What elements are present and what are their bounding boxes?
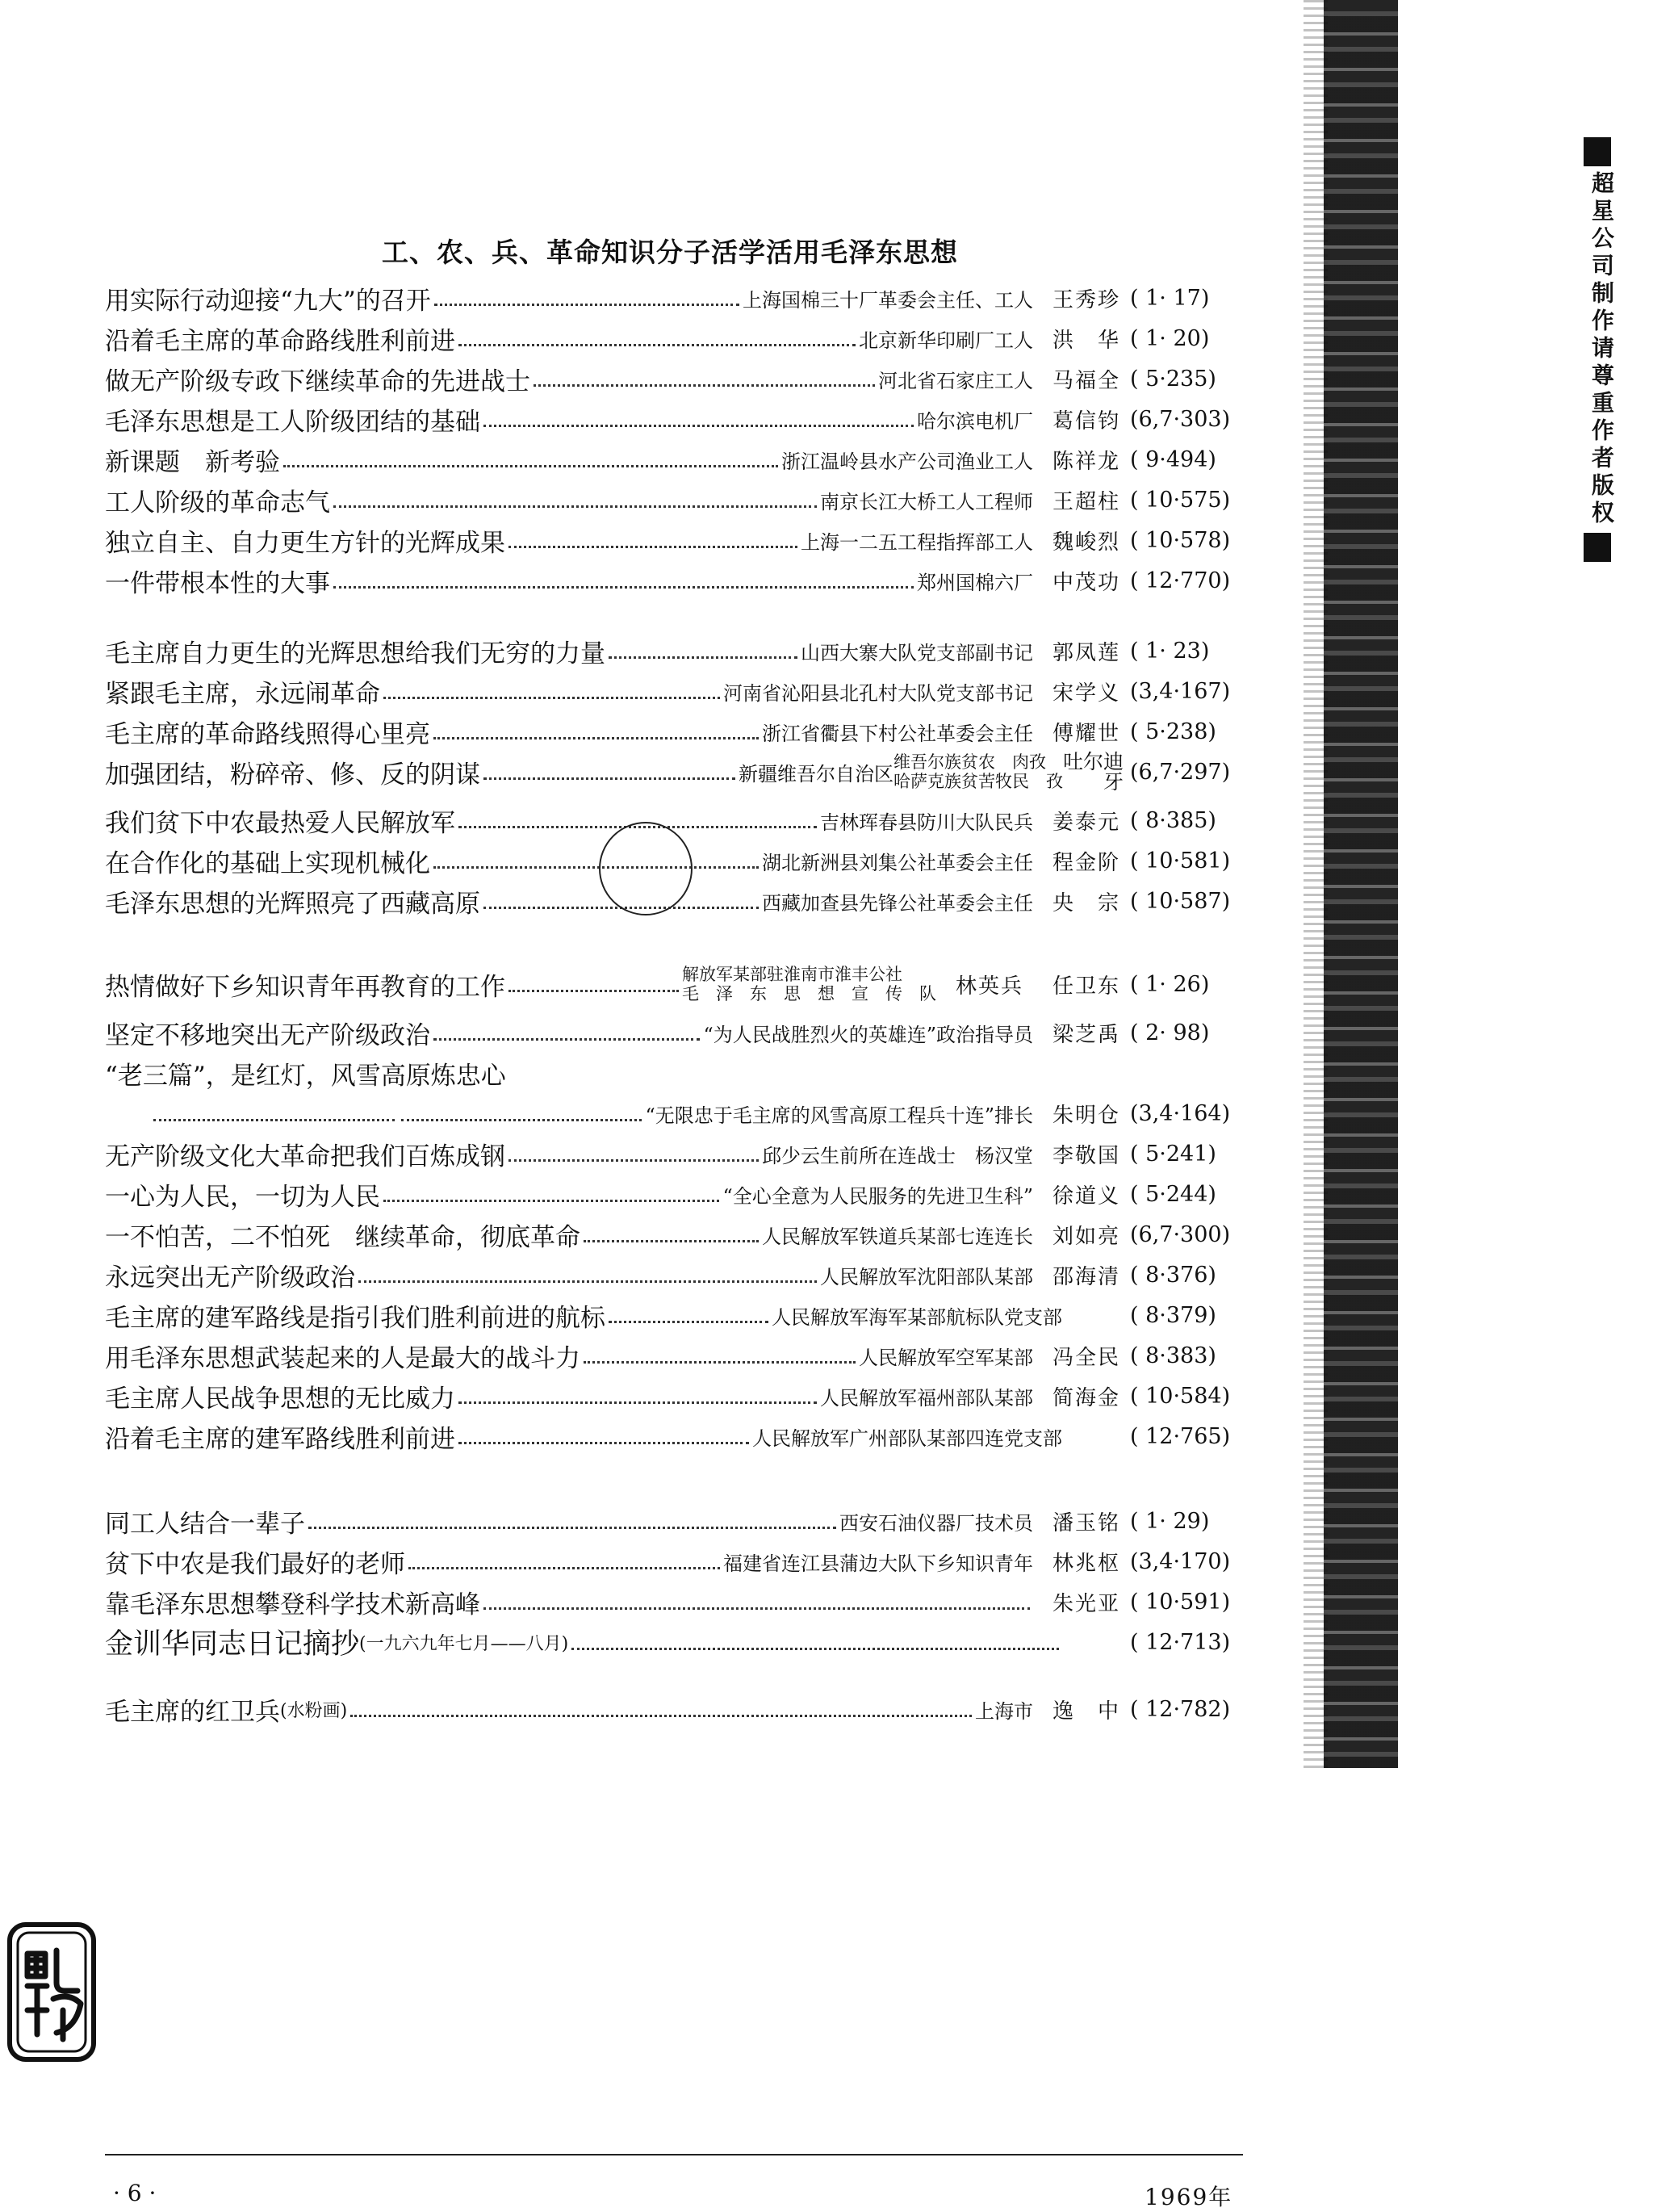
- entry-issue-page: (3,4·164): [1130, 1100, 1231, 1126]
- toc-entry: [105, 279, 1243, 317]
- entry-author: 王超柱: [1052, 489, 1120, 514]
- entry-title: 贫下中农是我们最好的老师: [105, 1549, 405, 1579]
- dot-leader: [383, 697, 720, 699]
- entry-issue-page: ( 1· 26): [1130, 971, 1210, 997]
- entry-issue-page: ( 12·782): [1130, 1696, 1231, 1722]
- entry-source: “全心全意为人民服务的先进卫生科”: [722, 1184, 1033, 1208]
- toc-entry: [105, 1336, 1243, 1375]
- entry-issue-page: ( 8·379): [1130, 1302, 1216, 1328]
- entry-source: 浙江省衢县下村公社革委会主任: [762, 722, 1033, 745]
- toc-entry: [105, 359, 1243, 398]
- entry-author-stack: [1063, 752, 1124, 792]
- toc-entry: [105, 1542, 1243, 1581]
- entry-source: 上海国棉三十厂革委会主任、工人: [743, 288, 1033, 312]
- entry-title: 沿着毛主席的建军路线胜利前进: [105, 1424, 455, 1454]
- toc-entry: [105, 521, 1243, 559]
- entry-author: 李敬国: [1052, 1143, 1120, 1168]
- dot-leader: [483, 1607, 1030, 1610]
- entry-title: 毛泽东思想是工人阶级团结的基础: [105, 407, 480, 437]
- entry-title-note: (水粉画): [280, 1700, 348, 1721]
- dot-leader: [433, 866, 759, 869]
- entry-author: 葛信钧: [1052, 408, 1120, 434]
- entry-source: 人民解放军铁道兵某部七连连长: [762, 1225, 1033, 1248]
- entry-source-stack: [893, 752, 1063, 791]
- entry-title: 加强团结，粉碎帝、修、反的阴谋: [105, 760, 480, 790]
- entry-title: 一心为人民，一切为人民: [105, 1182, 380, 1212]
- entry-issue-page: (6,7·303): [1130, 406, 1231, 432]
- entry-title: 永远突出无产阶级政治: [105, 1263, 355, 1292]
- entry-source: 人民解放军海军某部航标队党支部: [772, 1305, 1062, 1329]
- entry-source: 人民解放军福州部队某部: [820, 1386, 1033, 1410]
- entry-title: 做无产阶级专政下继续革命的先进战士: [105, 367, 530, 396]
- entry-author: 傅耀世: [1052, 721, 1120, 746]
- entry-author: 邵海清: [1052, 1264, 1120, 1289]
- entry-author: 朱明仓: [1052, 1103, 1121, 1128]
- entry-source: 山西大寨大队党支部副书记: [801, 641, 1033, 664]
- entry-author: 刘如亮: [1052, 1224, 1120, 1249]
- entry-author: 简海金: [1052, 1385, 1120, 1410]
- seal-stamp-icon: [6, 1921, 97, 2063]
- entry-title: 无产阶级文化大革命把我们百炼成钢: [105, 1142, 505, 1171]
- entry-issue-page: ( 10·584): [1130, 1383, 1231, 1409]
- entry-issue-page: ( 10·578): [1130, 527, 1231, 553]
- toc-entry: [105, 561, 1243, 600]
- dot-leader: [584, 1361, 856, 1364]
- entry-source: 河南省沁阳县北孔村大队党支部书记: [723, 681, 1033, 705]
- entry-title: 金训华同志日记摘抄: [105, 1628, 360, 1661]
- dot-leader: [383, 1200, 719, 1202]
- entry-issue-page: ( 10·587): [1130, 888, 1231, 914]
- entry-issue-page: ( 12·765): [1130, 1423, 1231, 1449]
- entry-author: 马福全: [1052, 368, 1120, 393]
- entry-title: 工人阶级的革命志气: [105, 488, 330, 517]
- scan-binding-shadow: [1324, 0, 1398, 1768]
- entry-source: 浙江温岭县水产公司渔业工人: [781, 450, 1033, 473]
- dot-leader: [458, 344, 856, 346]
- entry-title-note: (一九六九年七月——八月): [359, 1633, 569, 1654]
- entry-source: 新疆维吾尔自治区: [738, 762, 893, 786]
- dot-leader: [571, 1648, 1059, 1650]
- toc-entry: [105, 631, 1243, 670]
- entry-issue-page: ( 1· 17): [1130, 285, 1210, 311]
- entry-title: 紧跟毛主席，永远闹革命: [105, 679, 380, 709]
- entry-author: 林兆枢: [1052, 1551, 1120, 1576]
- entry-title: 在合作化的基础上实现机械化: [105, 848, 430, 878]
- source-line: 哈萨克族贫苦牧民 孜: [893, 772, 1063, 791]
- entry-issue-page: ( 1· 23): [1130, 638, 1210, 664]
- toc-entry: [105, 400, 1243, 438]
- entry-source: “无限忠于毛主席的风雪高原工程兵十连”排长: [645, 1104, 1034, 1127]
- source-line: 维吾尔族贫农 肉孜: [893, 752, 1046, 772]
- entry-issue-page: ( 12·770): [1130, 568, 1231, 593]
- entry-title: 用毛泽东思想武装起来的人是最大的战斗力: [105, 1343, 580, 1373]
- entry-source: 西藏加查县先锋公社革委会主任: [762, 891, 1033, 915]
- entry-author: 任卫东: [1052, 974, 1120, 999]
- scan-circle-mark: [599, 822, 693, 915]
- toc-entry: [105, 1215, 1243, 1254]
- entry-title: 毛主席的红卫兵: [105, 1697, 280, 1727]
- dot-leader: [508, 546, 797, 548]
- section-title: 工、农、兵、革命知识分子活学活用毛泽东思想: [382, 237, 958, 268]
- entry-title: 毛泽东思想的光辉照亮了西藏高原: [105, 889, 480, 919]
- entry-title: 同工人结合一辈子: [105, 1509, 305, 1539]
- dot-leader: [434, 304, 739, 306]
- entry-issue-page: ( 5·241): [1130, 1141, 1216, 1167]
- entry-title: 一不怕苦，二不怕死 继续革命，彻底革命: [105, 1222, 580, 1252]
- entry-issue-page: ( 1· 29): [1130, 1508, 1210, 1534]
- toc-entry: [105, 440, 1243, 479]
- dot-leader: [483, 777, 735, 780]
- dot-leader: [308, 1527, 836, 1529]
- entry-author: 潘玉铭: [1052, 1510, 1120, 1535]
- dot-leader: [433, 1038, 700, 1041]
- entry-source: 南京长江大桥工人工程师: [820, 490, 1033, 513]
- toc-entry: [105, 319, 1243, 358]
- dot-leader: [408, 1567, 720, 1569]
- dot-leader: [333, 505, 817, 508]
- footer-year: 1969年: [1145, 2184, 1233, 2210]
- strip-bottom-bar: [1584, 533, 1611, 562]
- entry-issue-page: ( 12·713): [1130, 1629, 1231, 1655]
- author-line: 牙: [1103, 770, 1124, 794]
- entry-source: 河北省石家庄工人: [878, 369, 1033, 392]
- entry-issue-page: (6,7·300): [1130, 1221, 1231, 1247]
- dot-leader: [153, 1119, 395, 1121]
- entry-author: 朱光亚: [1052, 1591, 1120, 1616]
- entry-title: 沿着毛主席的革命路线胜利前进: [105, 326, 455, 356]
- entry-source-stack: [682, 965, 936, 1003]
- entry-issue-page: (3,4·167): [1130, 678, 1231, 704]
- dot-leader: [433, 737, 759, 739]
- entry-issue-page: (3,4·170): [1130, 1548, 1231, 1574]
- entry-title: 我们贫下中农最热爱人民解放军: [105, 808, 455, 838]
- entry-issue-page: ( 8·383): [1130, 1343, 1216, 1368]
- dot-leader: [483, 425, 914, 427]
- dot-leader: [534, 384, 875, 387]
- toc-entry: [105, 750, 1243, 794]
- entry-issue-page: ( 2· 98): [1130, 1020, 1210, 1045]
- entry-title: 毛主席人民战争思想的无比威力: [105, 1384, 455, 1414]
- entry-title: 一件带根本性的大事: [105, 568, 330, 598]
- toc-entry: [105, 1623, 1243, 1661]
- entry-author: 王秀珍: [1052, 287, 1120, 312]
- toc-entry: [105, 1134, 1243, 1173]
- entry-source: 哈尔滨电机厂: [917, 409, 1033, 433]
- toc-entry: [105, 1175, 1243, 1213]
- entry-issue-page: ( 10·575): [1130, 487, 1231, 513]
- entry-author: 洪 华: [1052, 328, 1120, 353]
- toc-entry: [105, 1417, 1243, 1456]
- entry-author: 逸 中: [1052, 1699, 1120, 1724]
- toc-entry: [105, 1013, 1243, 1052]
- entry-author: 魏峻烈: [1052, 530, 1120, 555]
- entry-title: 毛主席自力更生的光辉思想给我们无穷的力量: [105, 639, 605, 668]
- dot-leader: [350, 1715, 972, 1717]
- entry-title: 新课题 新考验: [105, 447, 280, 477]
- entry-source: 湖北新洲县刘集公社革委会主任: [762, 851, 1033, 874]
- entry-author: 郭凤莲: [1052, 640, 1120, 665]
- author-line: 吐尔迪: [1062, 750, 1124, 773]
- entry-title: 坚定不移地突出无产阶级政治: [105, 1020, 430, 1050]
- entry-author: 央 宗: [1052, 890, 1120, 915]
- entry-source: 福建省连江县蒲边大队下乡知识青年: [723, 1552, 1033, 1575]
- copyright-strip: [1580, 137, 1616, 562]
- entry-source: 上海一二五工程指挥部工人: [801, 530, 1033, 554]
- strip-top-bar: [1584, 137, 1611, 166]
- toc-entry: [105, 1255, 1243, 1294]
- entry-source: 吉林珲春县防川大队民兵: [820, 811, 1033, 834]
- toc-entry: [105, 712, 1243, 751]
- toc-entry: [105, 1582, 1243, 1621]
- dot-leader: [508, 990, 679, 992]
- toc-entry: [105, 1094, 1243, 1133]
- entry-issue-page: ( 8·385): [1130, 807, 1216, 833]
- entry-author: 程金阶: [1052, 850, 1120, 875]
- dot-leader: [333, 586, 914, 589]
- entry-title: 用实际行动迎接“九大”的召开: [105, 286, 431, 316]
- toc-entry: [105, 672, 1243, 710]
- entry-title: 毛主席的建军路线是指引我们胜利前进的航标: [105, 1303, 605, 1333]
- entry-source: 人民解放军空军某部: [859, 1346, 1033, 1369]
- entry-issue-page: ( 5·238): [1130, 718, 1216, 744]
- toc-entry: [105, 480, 1243, 519]
- entry-source: 人民解放军沈阳部队某部: [820, 1265, 1033, 1288]
- entry-author: 姜泰元: [1052, 810, 1120, 835]
- dot-leader: [401, 1119, 642, 1121]
- dot-leader: [358, 1280, 817, 1283]
- toc-entry: [105, 1054, 1243, 1092]
- entry-author: 宋学义: [1052, 681, 1120, 706]
- entry-source: 邱少云生前所在连战士 杨汉堂: [762, 1144, 1033, 1167]
- dot-leader: [584, 1240, 759, 1242]
- dot-leader: [508, 1159, 759, 1162]
- entry-title: 热情做好下乡知识青年再教育的工作: [105, 972, 505, 1002]
- dot-leader: [458, 1401, 817, 1404]
- entry-title: 毛主席的革命路线照得心里亮: [105, 719, 430, 749]
- dot-leader: [609, 656, 797, 659]
- entry-source: 郑州国棉六厂: [917, 571, 1033, 594]
- entry-title: 独立自主、自力更生方针的光辉成果: [105, 528, 505, 558]
- copyright-text: 超星公司制作请尊重作者版权: [1588, 171, 1615, 528]
- entry-source: 上海市: [975, 1699, 1033, 1723]
- entry-issue-page: ( 10·591): [1130, 1589, 1231, 1615]
- entry-source: 北京新华印刷厂工人: [859, 329, 1033, 352]
- source-line: 解放军某部驻淮南市淮丰公社: [682, 965, 902, 984]
- toc-entry: [105, 1502, 1243, 1540]
- entry-source-suffix: 林英兵: [955, 974, 1023, 999]
- entry-author: 徐道义: [1052, 1184, 1120, 1209]
- entry-issue-page: ( 10·581): [1130, 848, 1231, 873]
- entry-source: “为人民战胜烈火的英雄连”政治指导员: [703, 1023, 1033, 1046]
- entry-issue-page: ( 5·244): [1130, 1181, 1216, 1207]
- entry-author: 陈祥龙: [1052, 449, 1120, 474]
- toc-entry: [105, 1296, 1243, 1334]
- footer-rule: [105, 2154, 1243, 2155]
- entry-author: 梁芝禹: [1052, 1022, 1120, 1047]
- entry-title: 靠毛泽东思想攀登科学技术新高峰: [105, 1590, 480, 1619]
- entry-issue-page: (6,7·297): [1130, 759, 1231, 785]
- entry-issue-page: ( 8·376): [1130, 1262, 1216, 1288]
- entry-source: 西安石油仪器厂技术员: [839, 1511, 1033, 1535]
- page-number: · 6 ·: [113, 2180, 157, 2206]
- entry-issue-page: ( 5·235): [1130, 366, 1216, 392]
- toc-entry: [105, 1376, 1243, 1415]
- dot-leader: [283, 465, 778, 467]
- entry-author: 冯全民: [1052, 1345, 1120, 1370]
- entry-issue-page: ( 9·494): [1130, 446, 1216, 472]
- entry-title: “老三篇”，是红灯，风雪高原炼忠心: [105, 1061, 506, 1091]
- entry-issue-page: ( 1· 20): [1130, 325, 1210, 351]
- dot-leader: [458, 1442, 749, 1444]
- toc-entry: [105, 1690, 1243, 1728]
- entry-source: 人民解放军广州部队某部四连党支部: [752, 1426, 1062, 1450]
- entry-author: 中茂功: [1052, 570, 1120, 595]
- toc-entry: [105, 965, 1243, 1003]
- source-line: 毛 泽 东 思 想 宣 传 队: [682, 984, 936, 1003]
- dot-leader: [609, 1321, 768, 1323]
